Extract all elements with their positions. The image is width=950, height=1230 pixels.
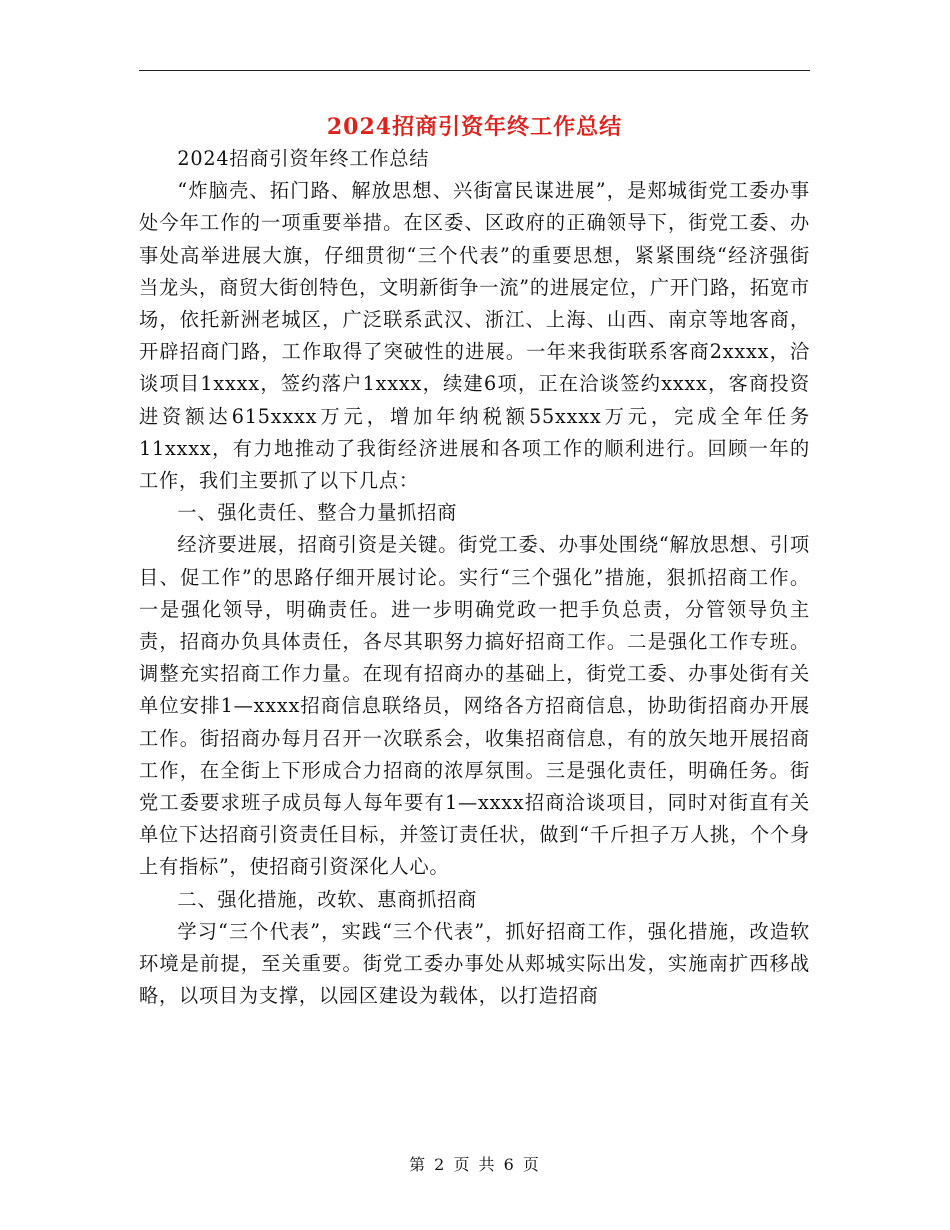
header-rule (139, 70, 810, 71)
page-number-footer: 第 2 页 共 6 页 (409, 1155, 541, 1174)
section-heading-1: 一、强化责任、整合力量抓招商 (177, 501, 458, 525)
paragraph-section-2: 学习“三个代表”，实践“三个代表”，抓好招商工作，强化措施，改造软环境是前提，至关重要。街党工委办事处从郏城实际出发，实施南扩西移战略，以项目为支撑，以园区建设为载体，以打造招商 (139, 919, 810, 1008)
document-title: 2024招商引资年终工作总结 (326, 114, 623, 140)
section-heading-2: 二、强化措施，改软、惠商抓招商 (177, 887, 478, 911)
paragraph-section-1: 经济要进展，招商引资是关键。街党工委、办事处围绕“解放思想、引项目、促工作”的思路仔细开展讨论。实行“三个强化”措施，狠抓招商工作。一是强化领导，明确责任。进一步明确党政一把手负总责，分管领导负主责，招商办负具体责任，各尽其职努力搞好招商工作。二是强化工作专班。调整充实招商工作力量。在现有招商办的基础上，街党工委、办事处街有关单位安排1—xxxx招商信息联络员，网络各方招商信息，协助街招商办开展工作。街招商办每月召开一次联系会，收集招商信息，有的放矢地开展招商工作，在全街上下形成合力招商的浓厚氛围。三是强化责任，明确任务。街党工委要求班子成员每人每年要有1—xxxx招商洽谈项目，同时对街直有关单位下达招商引资责任目标，并签订责任状，做到“千斤担子万人挑，个个身上有指标”，使招商引资深化人心。 (139, 533, 810, 879)
paragraph-subtitle: 2024招商引资年终工作总结 (177, 147, 430, 170)
document-body (139, 143, 810, 1012)
paragraph-intro: “炸脑壳、拓门路、解放思想、兴街富民谋进展”，是郏城街党工委办事处今年工作的一项重要举措。在区委、区政府的正确领导下，街党工委、办事处高举进展大旗，仔细贯彻“三个代表”的重要思想，紧紧围绕“经济强街当龙头，商贸大街创特色，文明新街争一流”的进展定位，广开门路，拓宽市场，依托新洲老城区，广泛联系武汉、浙江、上海、山西、南京等地客商，开辟招商门路，工作取得了突破性的进展。一年来我街联系客商2xxxx，洽谈项目1xxxx，签约落户1xxxx，续建6项，正在洽谈签约xxxx，客商投资进资额达615xxxx万元，增加年纳税额55xxxx万元，完成全年任务11xxxx，有力地推动了我街经济进展和各项工作的顺利进行。回顾一年的工作，我们主要抓了以下几点： (139, 179, 810, 493)
